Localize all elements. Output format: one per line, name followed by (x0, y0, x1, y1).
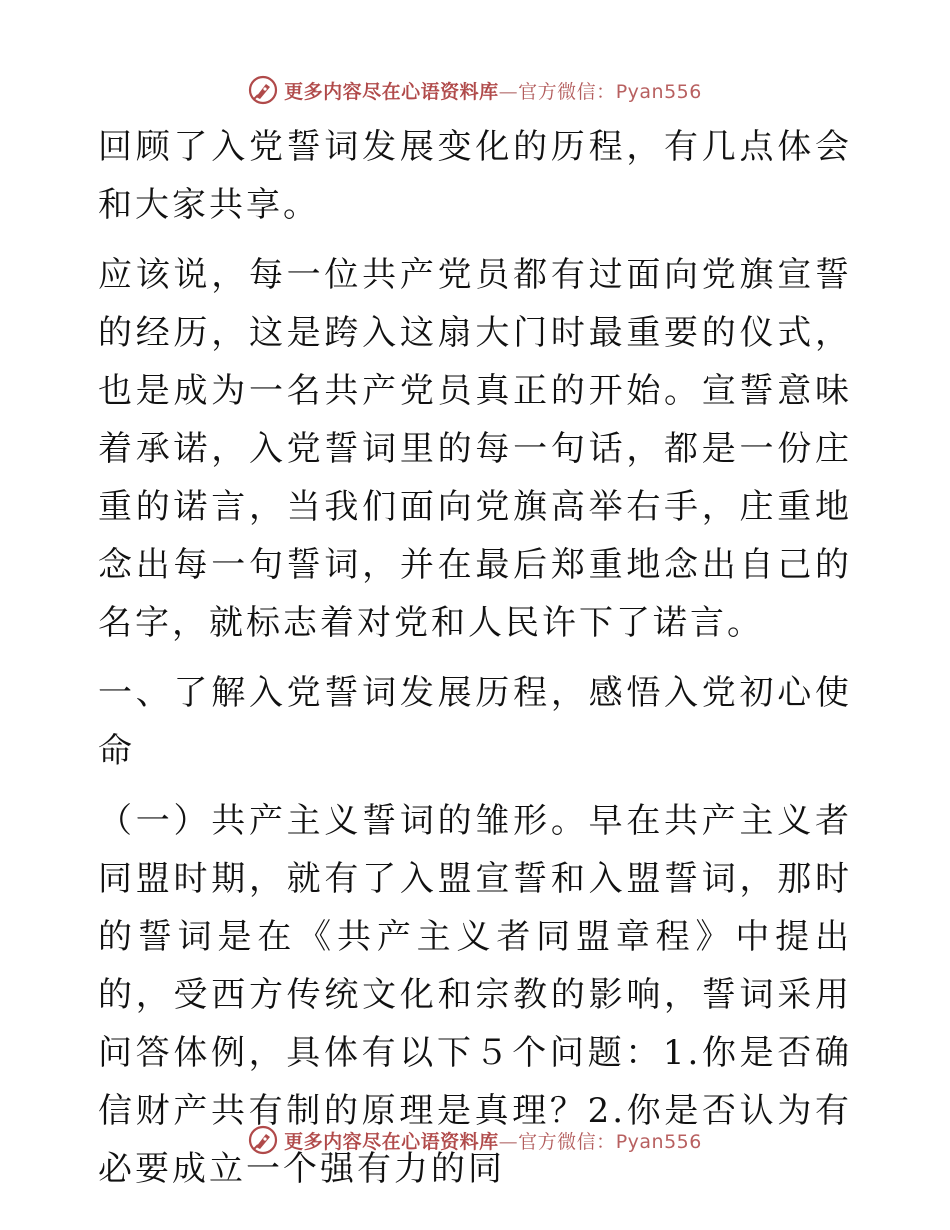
header-watermark (0, 72, 950, 108)
watermark-brand: 更多内容尽在心语资料库 (284, 80, 499, 103)
watermark-separator: — (498, 80, 519, 103)
watermark-wechat-id: Pyan556 (615, 1130, 702, 1153)
paragraph-2: 应该说，每一位共产党员都有过面向党旗宣誓的经历，这是跨入这扇大门时最重要的仪式，也是成为一名共产党员真正的开始。宣誓意味着承诺，入党誓词里的每一句话，都是一份庄重的诺言，当我们面向党旗高举右手，庄重地念出每一句誓词，并在最后郑重地念出自己的名字，就标志着对党和人民许下了诺言。 (98, 255, 852, 643)
section-heading: 一、了解入党誓词发展历程，感悟入党初心使命 (98, 673, 852, 771)
watermark-label: 官方微信： (518, 1130, 616, 1153)
watermark-text (284, 77, 702, 104)
pen-nib-circle-icon (248, 75, 278, 105)
paragraph-3: （一）共产主义誓词的雏形。早在共产主义者同盟时期，就有了入盟宣誓和入盟誓词，那时的誓词是在《共产主义者同盟章程》中提出的，受西方传统文化和宗教的影响，誓词采用问答体例，具体有以下５个问题：1.你是否确信财产共有制的原理是真理？2.你是否认为有必要成立一个强有力的同 (98, 801, 852, 1189)
footer-watermark (0, 1122, 950, 1158)
watermark-separator: — (498, 1130, 519, 1153)
watermark-label: 官方微信： (518, 80, 616, 103)
pen-nib-circle-icon (248, 1125, 278, 1155)
paragraph-1: 回顾了入党誓词发展变化的历程，有几点体会和大家共享。 (98, 127, 852, 225)
watermark-brand: 更多内容尽在心语资料库 (284, 1130, 499, 1153)
watermark-text (284, 1127, 702, 1154)
document-body (98, 118, 852, 1198)
watermark-wechat-id: Pyan556 (615, 80, 702, 103)
